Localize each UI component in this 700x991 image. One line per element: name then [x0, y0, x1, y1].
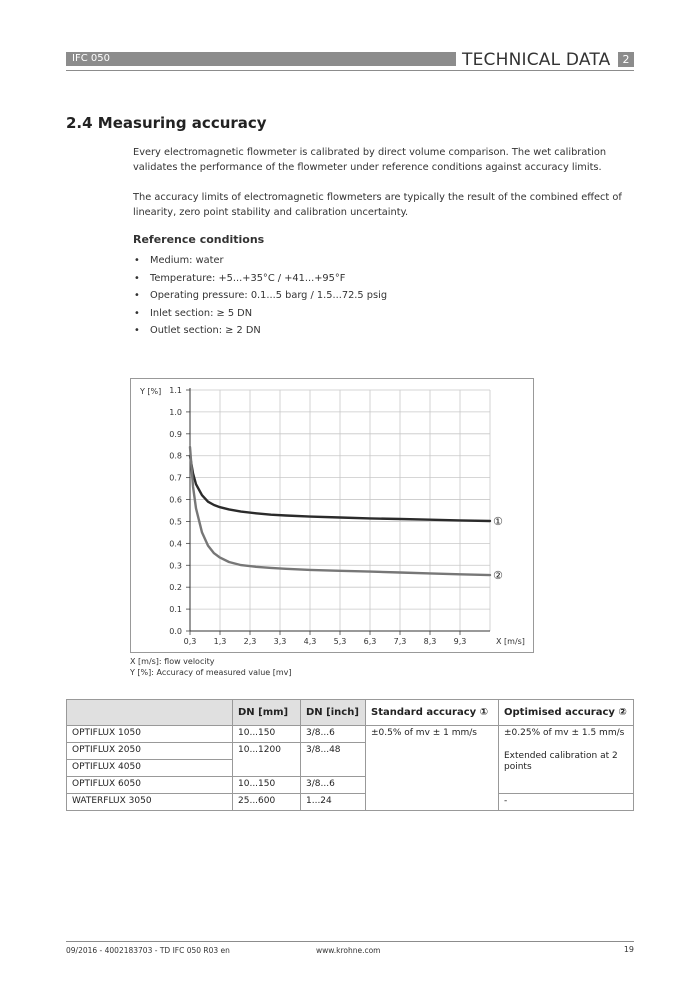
y-tick-label: 0.7	[169, 473, 182, 483]
x-tick-label: 8,3	[423, 637, 437, 646]
series-label-1: ①	[493, 515, 503, 529]
reference-conditions-list	[133, 252, 387, 340]
dn-inch-value: 3/8...6	[301, 777, 366, 794]
dn-inch-value: 1...24	[301, 794, 366, 811]
x-tick-label: 6,3	[363, 637, 377, 646]
y-tick-label: 0.9	[169, 429, 182, 439]
reference-conditions-heading: Reference conditions	[133, 233, 265, 246]
table-header-blank	[67, 700, 233, 726]
footer-website: www.krohne.com	[316, 946, 381, 955]
y-tick-label: 0.5	[169, 517, 182, 527]
y-tick-label: 1.0	[169, 407, 182, 417]
x-tick-label: 9,3	[453, 637, 467, 646]
x-tick-label: 1,3	[213, 637, 227, 646]
model-name: OPTIFLUX 4050	[67, 760, 233, 777]
x-tick-label: 4,3	[303, 637, 317, 646]
y-tick-label: 1.1	[169, 386, 182, 395]
dn-mm-value: 10...1200	[233, 743, 301, 777]
y-tick-label: 0.2	[169, 583, 182, 593]
list-item: • Operating pressure: 0.1...5 barg / 1.5...72.5 psig	[133, 287, 387, 305]
y-axis-description: Y [%]: Accuracy of measured value [mv]	[130, 668, 292, 677]
table-row	[67, 794, 634, 811]
list-item: • Medium: water	[133, 252, 387, 270]
model-name: OPTIFLUX 6050	[67, 777, 233, 794]
list-item: • Inlet section: ≥ 5 DN	[133, 305, 387, 323]
y-tick-label: 0.6	[169, 495, 182, 505]
footer-page-number: 19	[623, 945, 634, 954]
optimised-accuracy-waterflux: -	[499, 794, 634, 811]
optimised-accuracy-note: Extended calibration at 2 points	[499, 743, 634, 794]
x-tick-label: 2,3	[243, 637, 257, 646]
header-product: IFC 050	[72, 53, 110, 64]
paragraph-calibration: Every electromagnetic flowmeter is calibrated by direct volume comparison. The wet calibration validates the performance of the flowmeter under reference conditions against accuracy limits.	[133, 147, 607, 173]
paragraph-accuracy-limits: The accuracy limits of electromagnetic flowmeters are typically the result of the combined effect of linearity, zero point stability and calibration uncertainty.	[133, 192, 622, 218]
model-name: OPTIFLUX 1050	[67, 726, 233, 743]
standard-accuracy-value: ±0.5% of mv ± 1 mm/s	[366, 726, 499, 811]
optimised-accuracy-value: ±0.25% of mv ± 1.5 mm/s	[499, 726, 634, 743]
y-tick-label: 0.3	[169, 561, 182, 571]
dn-mm-value: 10...150	[233, 777, 301, 794]
dn-inch-value: 3/8...48	[301, 743, 366, 777]
x-tick-label: 0,3	[183, 637, 197, 646]
list-item: • Outlet section: ≥ 2 DN	[133, 322, 387, 340]
table-header-dn-inch: DN [inch]	[301, 700, 366, 726]
series-label-2: ②	[493, 569, 503, 583]
x-tick-label: 3,3	[273, 637, 287, 646]
table-row	[67, 743, 634, 760]
dn-mm-value: 25...600	[233, 794, 301, 811]
section-title: 2.4 Measuring accuracy	[66, 114, 267, 132]
dn-inch-value: 3/8...6	[301, 726, 366, 743]
x-tick-label: 7,3	[393, 637, 407, 646]
model-name: WATERFLUX 3050	[67, 794, 233, 811]
x-axis-label: X [m/s]	[496, 637, 525, 646]
accuracy-table	[66, 699, 634, 811]
table-header-standard-accuracy: Standard accuracy ①	[366, 700, 499, 726]
table-row	[67, 726, 634, 743]
y-tick-label: 0.8	[169, 451, 182, 461]
accuracy-chart	[130, 378, 534, 653]
table-header-optimised-accuracy: Optimised accuracy ②	[499, 700, 634, 726]
header-product-bar	[66, 52, 456, 66]
x-tick-label: 5,3	[333, 637, 347, 646]
dn-mm-value: 10...150	[233, 726, 301, 743]
footer-rule	[66, 941, 634, 942]
y-tick-label: 0.0	[169, 627, 182, 636]
header-chapter-number: 2	[618, 52, 634, 67]
header-title: TECHNICAL DATA	[462, 50, 611, 70]
table-header-dn-mm: DN [mm]	[233, 700, 301, 726]
y-tick-label: 0.4	[169, 539, 182, 549]
x-axis-description: X [m/s]: flow velocity	[130, 657, 215, 666]
table-header-row	[67, 700, 634, 726]
header-rule	[66, 70, 634, 71]
y-axis-label: Y [%]	[140, 387, 162, 396]
footer-document-id: 09/2016 - 4002183703 - TD IFC 050 R03 en	[66, 946, 230, 955]
y-tick-label: 0.1	[169, 605, 182, 615]
list-item: • Temperature: +5...+35°C / +41...+95°F	[133, 270, 387, 288]
model-name: OPTIFLUX 2050	[67, 743, 233, 760]
